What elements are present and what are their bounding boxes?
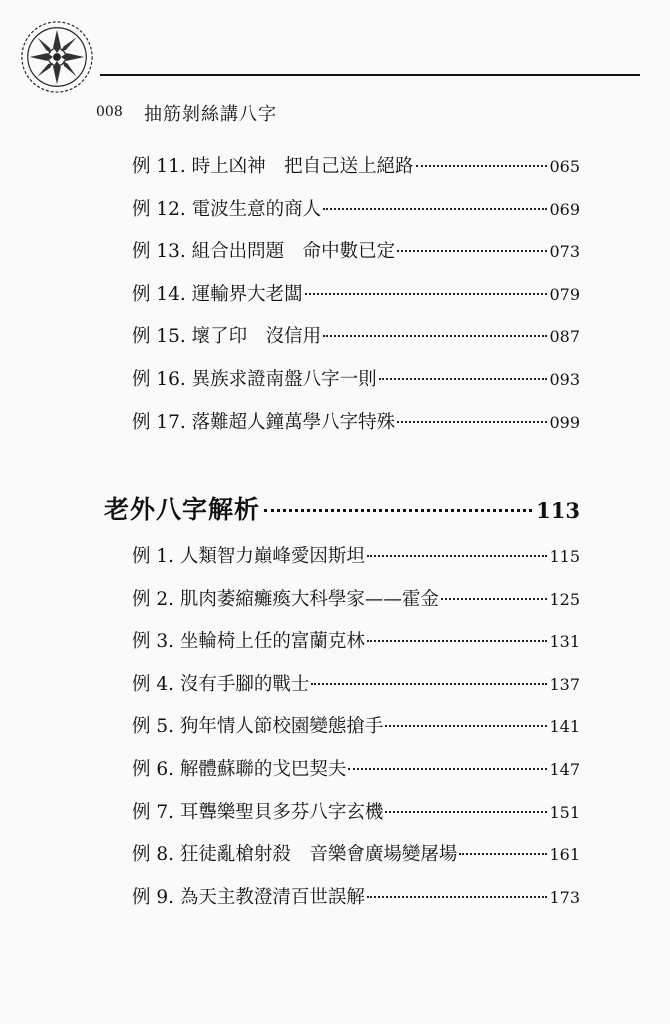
dot-leader (264, 509, 532, 512)
toc-entry (132, 365, 580, 408)
entry-page: 069 (549, 199, 580, 219)
dot-leader (397, 421, 547, 423)
entry-page: 131 (549, 632, 580, 652)
section-heading (104, 490, 580, 526)
entry-title: 例 16. 異族求證南盤八字一則 (132, 368, 377, 390)
dot-leader (385, 811, 547, 813)
toc-list-part2 (132, 542, 580, 925)
dot-leader (348, 768, 547, 770)
entry-title: 例 4. 沒有手腳的戰士 (132, 673, 310, 695)
dot-leader (367, 896, 548, 898)
book-title: 抽筋剝絲講八字 (144, 104, 277, 125)
toc-entry (132, 755, 580, 798)
entry-title: 例 3. 坐輪椅上任的富蘭克林 (132, 631, 365, 653)
entry-title: 例 17. 落難超人鐘萬學八字特殊 (132, 411, 396, 433)
entry-page: 137 (549, 674, 580, 694)
toc-entry (132, 152, 580, 195)
toc-entry (132, 712, 580, 755)
entry-title: 例 2. 肌肉萎縮癱瘓大科學家——霍金 (132, 588, 439, 610)
dot-leader (397, 250, 547, 252)
page-number: 008 (96, 104, 123, 120)
toc-entry (132, 585, 580, 628)
entry-title: 例 8. 狂徒亂槍射殺 音樂會廣場變屠場 (132, 844, 458, 866)
lotus-emblem-icon (18, 18, 96, 96)
section-title: 老外八字解析 (104, 495, 261, 524)
entry-title: 例 9. 為天主教澄清百世誤解 (132, 886, 365, 908)
entry-title: 例 1. 人類智力巔峰愛因斯坦 (132, 546, 365, 567)
dot-leader (305, 293, 548, 295)
toc-entry (132, 883, 580, 926)
entry-page: 141 (549, 717, 580, 737)
entry-page: 065 (549, 157, 580, 176)
toc-entry (132, 542, 580, 585)
dot-leader (385, 725, 547, 727)
page-header (0, 0, 670, 130)
entry-title: 例 11. 時上凶神 把自己送上絕路 (132, 156, 414, 177)
entry-page: 093 (549, 369, 580, 389)
toc-entry (132, 237, 580, 280)
entry-title: 例 13. 組合出問題 命中數已定 (132, 241, 396, 263)
entry-page: 099 (549, 412, 580, 432)
entry-title: 例 7. 耳聾樂聖貝多芬八字玄機 (132, 801, 384, 823)
dot-leader (379, 378, 548, 380)
dot-leader (323, 208, 547, 210)
toc-entry (132, 322, 580, 365)
toc-entry (132, 280, 580, 323)
dot-leader (311, 683, 547, 685)
entry-title: 例 5. 狗年情人節校園變態搶手 (132, 716, 384, 738)
header-rule (100, 74, 640, 76)
entry-title: 例 12. 電波生意的商人 (132, 198, 322, 220)
entry-page: 079 (549, 284, 580, 304)
toc-entry (132, 670, 580, 713)
toc-entry (132, 627, 580, 670)
entry-title: 例 6. 解體蘇聯的戈巴契夫 (132, 758, 347, 780)
dot-leader (416, 165, 548, 167)
toc-entry (132, 195, 580, 238)
entry-page: 161 (549, 845, 580, 865)
dot-leader (323, 335, 547, 337)
section-page: 113 (536, 498, 580, 523)
entry-page: 125 (549, 589, 580, 609)
dot-leader (459, 853, 547, 855)
dot-leader (441, 598, 548, 600)
entry-title: 例 15. 壞了印 沒信用 (132, 326, 322, 348)
toc-list-part1 (132, 152, 580, 450)
entry-page: 151 (549, 802, 580, 822)
dot-leader (367, 555, 548, 557)
entry-page: 115 (549, 547, 580, 566)
toc-entry (132, 408, 580, 451)
entry-page: 073 (549, 242, 580, 262)
entry-page: 147 (549, 759, 580, 779)
entry-title: 例 14. 運輸界大老闆 (132, 283, 303, 305)
toc-entry (132, 840, 580, 883)
dot-leader (367, 640, 548, 642)
entry-page: 173 (549, 887, 580, 907)
toc-entry (132, 798, 580, 841)
entry-page: 087 (549, 327, 580, 347)
